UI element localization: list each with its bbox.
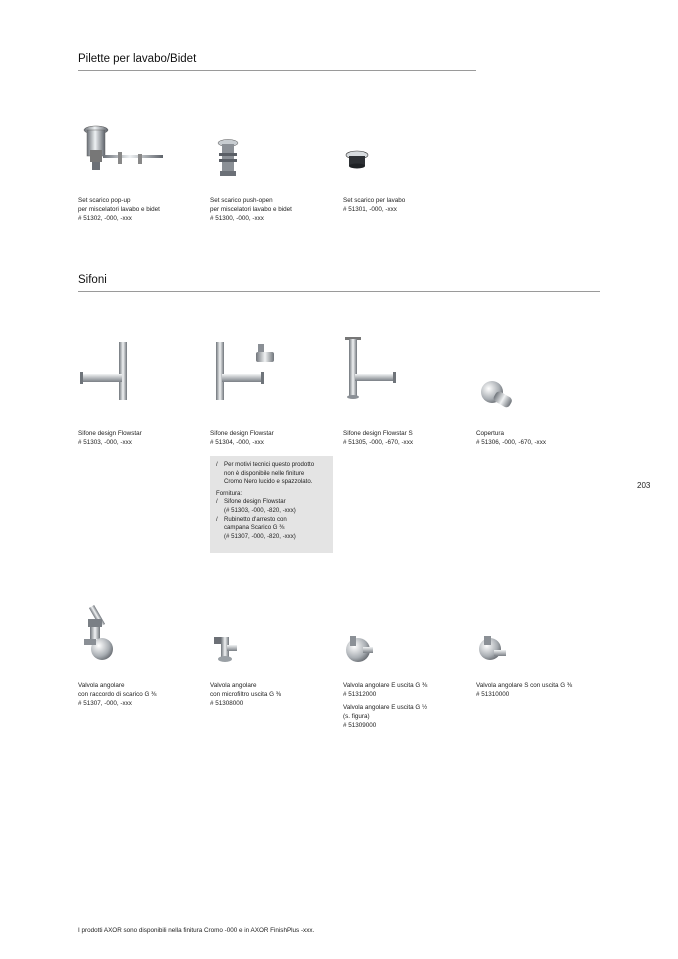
caption-line: # 51302, -000, -xxx — [78, 215, 132, 222]
caption-line: # 51308000 — [210, 700, 244, 707]
caption-line: (s. figura) — [343, 713, 370, 720]
note-text: Sifone design Flowstar — [224, 498, 286, 506]
product-caption-push-open-drain — [210, 196, 340, 223]
section-title-basins: Pilette per lavabo/Bidet — [78, 53, 197, 65]
caption-line: Valvola angolare — [210, 682, 257, 689]
supply-title: Fornitura: — [216, 489, 243, 497]
caption-line: # 51309000 — [343, 722, 377, 729]
caption-line: # 51301, -000, -xxx — [343, 206, 397, 213]
product-image-flowstar-siphon — [78, 340, 203, 405]
caption-line: # 51307, -000, -xxx — [78, 700, 132, 707]
note-text: (# 51303, -000, -820, -xxx) — [224, 506, 296, 514]
product-caption-flowstar-siphon-set — [210, 429, 340, 447]
caption-line: per miscelatori lavabo e bidet — [210, 206, 292, 213]
supply-item — [216, 516, 327, 542]
product-image-flowstar-siphon-set — [210, 338, 335, 406]
caption-line: # 51305, -000, -670, -xxx — [343, 439, 414, 446]
caption-line: con microfiltro uscita G ⅜ — [210, 691, 282, 698]
caption-line: # 51306, -000, -670, -xxx — [476, 439, 547, 446]
technical-note-box — [210, 456, 333, 553]
caption-line: # 51310000 — [476, 691, 510, 698]
slash-marker: / — [216, 515, 218, 523]
product-caption-flowstar-siphon — [78, 429, 208, 447]
product-caption-angle-valve-drain — [78, 681, 208, 708]
caption-line: Set scarico per lavabo — [343, 197, 406, 204]
product-caption-cover — [476, 429, 606, 447]
slash-marker: / — [216, 498, 218, 506]
caption-line: # 51303, -000, -xxx — [78, 439, 132, 446]
product-caption-popup-drain — [78, 196, 208, 223]
caption-line: Valvola angolare E uscita G ½ — [343, 704, 428, 711]
note-text: campana Scarico G ⅜ — [224, 524, 285, 532]
caption-line: # 51312000 — [343, 691, 377, 698]
page-number: 203 — [637, 481, 651, 490]
product-caption-angle-valve-filter — [210, 681, 340, 708]
footer-note: I prodotti AXOR sono disponibili nella finitura Cromo -000 e in AXOR FinishPlus -xxx. — [78, 927, 315, 934]
product-image-popup-drain — [78, 120, 203, 180]
caption-line: Valvola angolare E uscita G ⅜ — [343, 682, 428, 689]
caption-line: per miscelatori lavabo e bidet — [78, 206, 160, 213]
caption-line: Set scarico push-open — [210, 197, 273, 204]
note-warning — [216, 461, 327, 487]
caption-line: Valvola angolare — [78, 682, 125, 689]
product-caption-angle-valve-s — [476, 681, 606, 699]
caption-line: # 51300, -000, -xxx — [210, 215, 264, 222]
section-divider — [78, 70, 476, 71]
caption-line: Copertura — [476, 430, 505, 437]
caption-line: Set scarico pop-up — [78, 197, 131, 204]
note-text: Rubinetto d'arresto con — [224, 515, 287, 523]
section-divider — [78, 291, 600, 292]
product-image-basin-drain — [343, 148, 468, 174]
product-image-angle-valve-filter — [210, 631, 335, 663]
note-text: Cromo Nero lucido e spazzolato. — [224, 478, 313, 486]
product-image-push-open-drain — [210, 135, 335, 180]
product-caption-angle-valve-e — [343, 681, 473, 730]
section-title-siphons: Sifoni — [78, 274, 107, 286]
product-image-angle-valve-e — [343, 633, 468, 665]
caption-line: # 51304, -000, -xxx — [210, 439, 264, 446]
product-image-flowstar-s-siphon — [343, 335, 468, 405]
slash-marker: / — [216, 461, 218, 468]
caption-line: Sifone design Flowstar S — [343, 430, 413, 437]
note-text: Per motivi tecnici questo prodotto — [224, 461, 315, 468]
note-text: non è disponibile nelle finiture — [224, 469, 305, 477]
caption-line: Sifone design Flowstar — [78, 430, 142, 437]
product-caption-basin-drain — [343, 196, 473, 214]
product-image-cover — [476, 372, 601, 412]
caption-line: Valvola angolare S con uscita G ⅜ — [476, 682, 573, 689]
product-image-angle-valve-s — [476, 633, 601, 665]
caption-line: Sifone design Flowstar — [210, 430, 274, 437]
note-text: (# 51307, -000, -820, -xxx) — [224, 532, 296, 540]
supply-item — [216, 498, 327, 515]
caption-line: con raccordo di scarico G ⅜ — [78, 691, 157, 698]
product-caption-flowstar-s-siphon — [343, 429, 473, 447]
product-image-angle-valve-drain — [78, 603, 203, 663]
